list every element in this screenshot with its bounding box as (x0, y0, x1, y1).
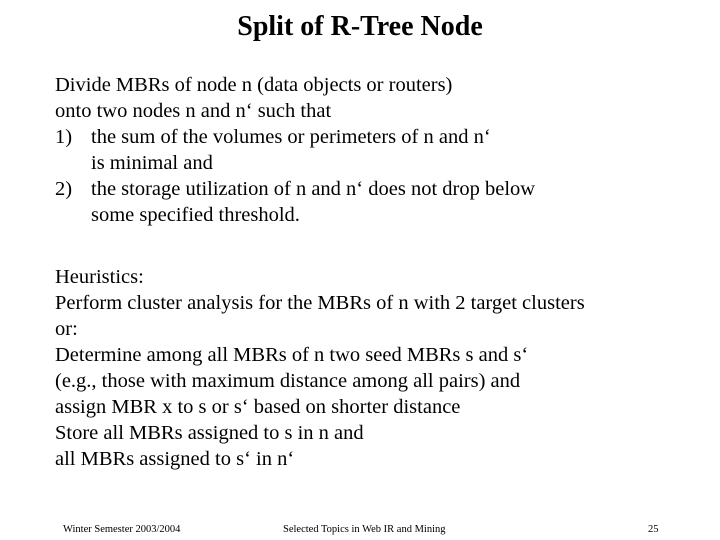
item-number: 1) (55, 126, 73, 148)
slide-body (55, 72, 695, 472)
heuristics-line: assign MBR x to s or s‘ based on shorter distance (55, 396, 461, 418)
heuristics-line: Determine among all MBRs of n two seed MBRs s and s‘ (55, 344, 529, 366)
intro-line: Divide MBRs of node n (data objects or routers) (55, 74, 453, 96)
heuristics-line: all MBRs assigned to s‘ in n‘ (55, 448, 295, 470)
footer-course: Selected Topics in Web IR and Mining (283, 524, 446, 535)
heuristics-heading: Heuristics: (55, 266, 144, 288)
numbered-item-1 (55, 124, 695, 176)
item-text-line: the sum of the volumes or perimeters of n and n‘ (91, 126, 491, 148)
heuristics-line: (e.g., those with maximum distance among all pairs) and (55, 370, 521, 392)
footer-page-number: 25 (648, 524, 659, 535)
item-text-line: is minimal and (91, 152, 213, 174)
item-number: 2) (55, 178, 73, 200)
intro-line: onto two nodes n and n‘ such that (55, 100, 332, 122)
numbered-item-2 (55, 176, 695, 228)
footer-semester: Winter Semester 2003/2004 (63, 524, 181, 535)
heuristics-line: Perform cluster analysis for the MBRs of n with 2 target clusters (55, 292, 585, 314)
item-text-line: some specified threshold. (91, 204, 300, 226)
slide-title: Split of R-Tree Node (237, 11, 483, 42)
heuristics-line: or: (55, 318, 78, 340)
item-text-line: the storage utilization of n and n‘ does not drop below (91, 178, 536, 200)
paragraph-gap (55, 228, 695, 264)
heuristics-line: Store all MBRs assigned to s in n and (55, 422, 364, 444)
